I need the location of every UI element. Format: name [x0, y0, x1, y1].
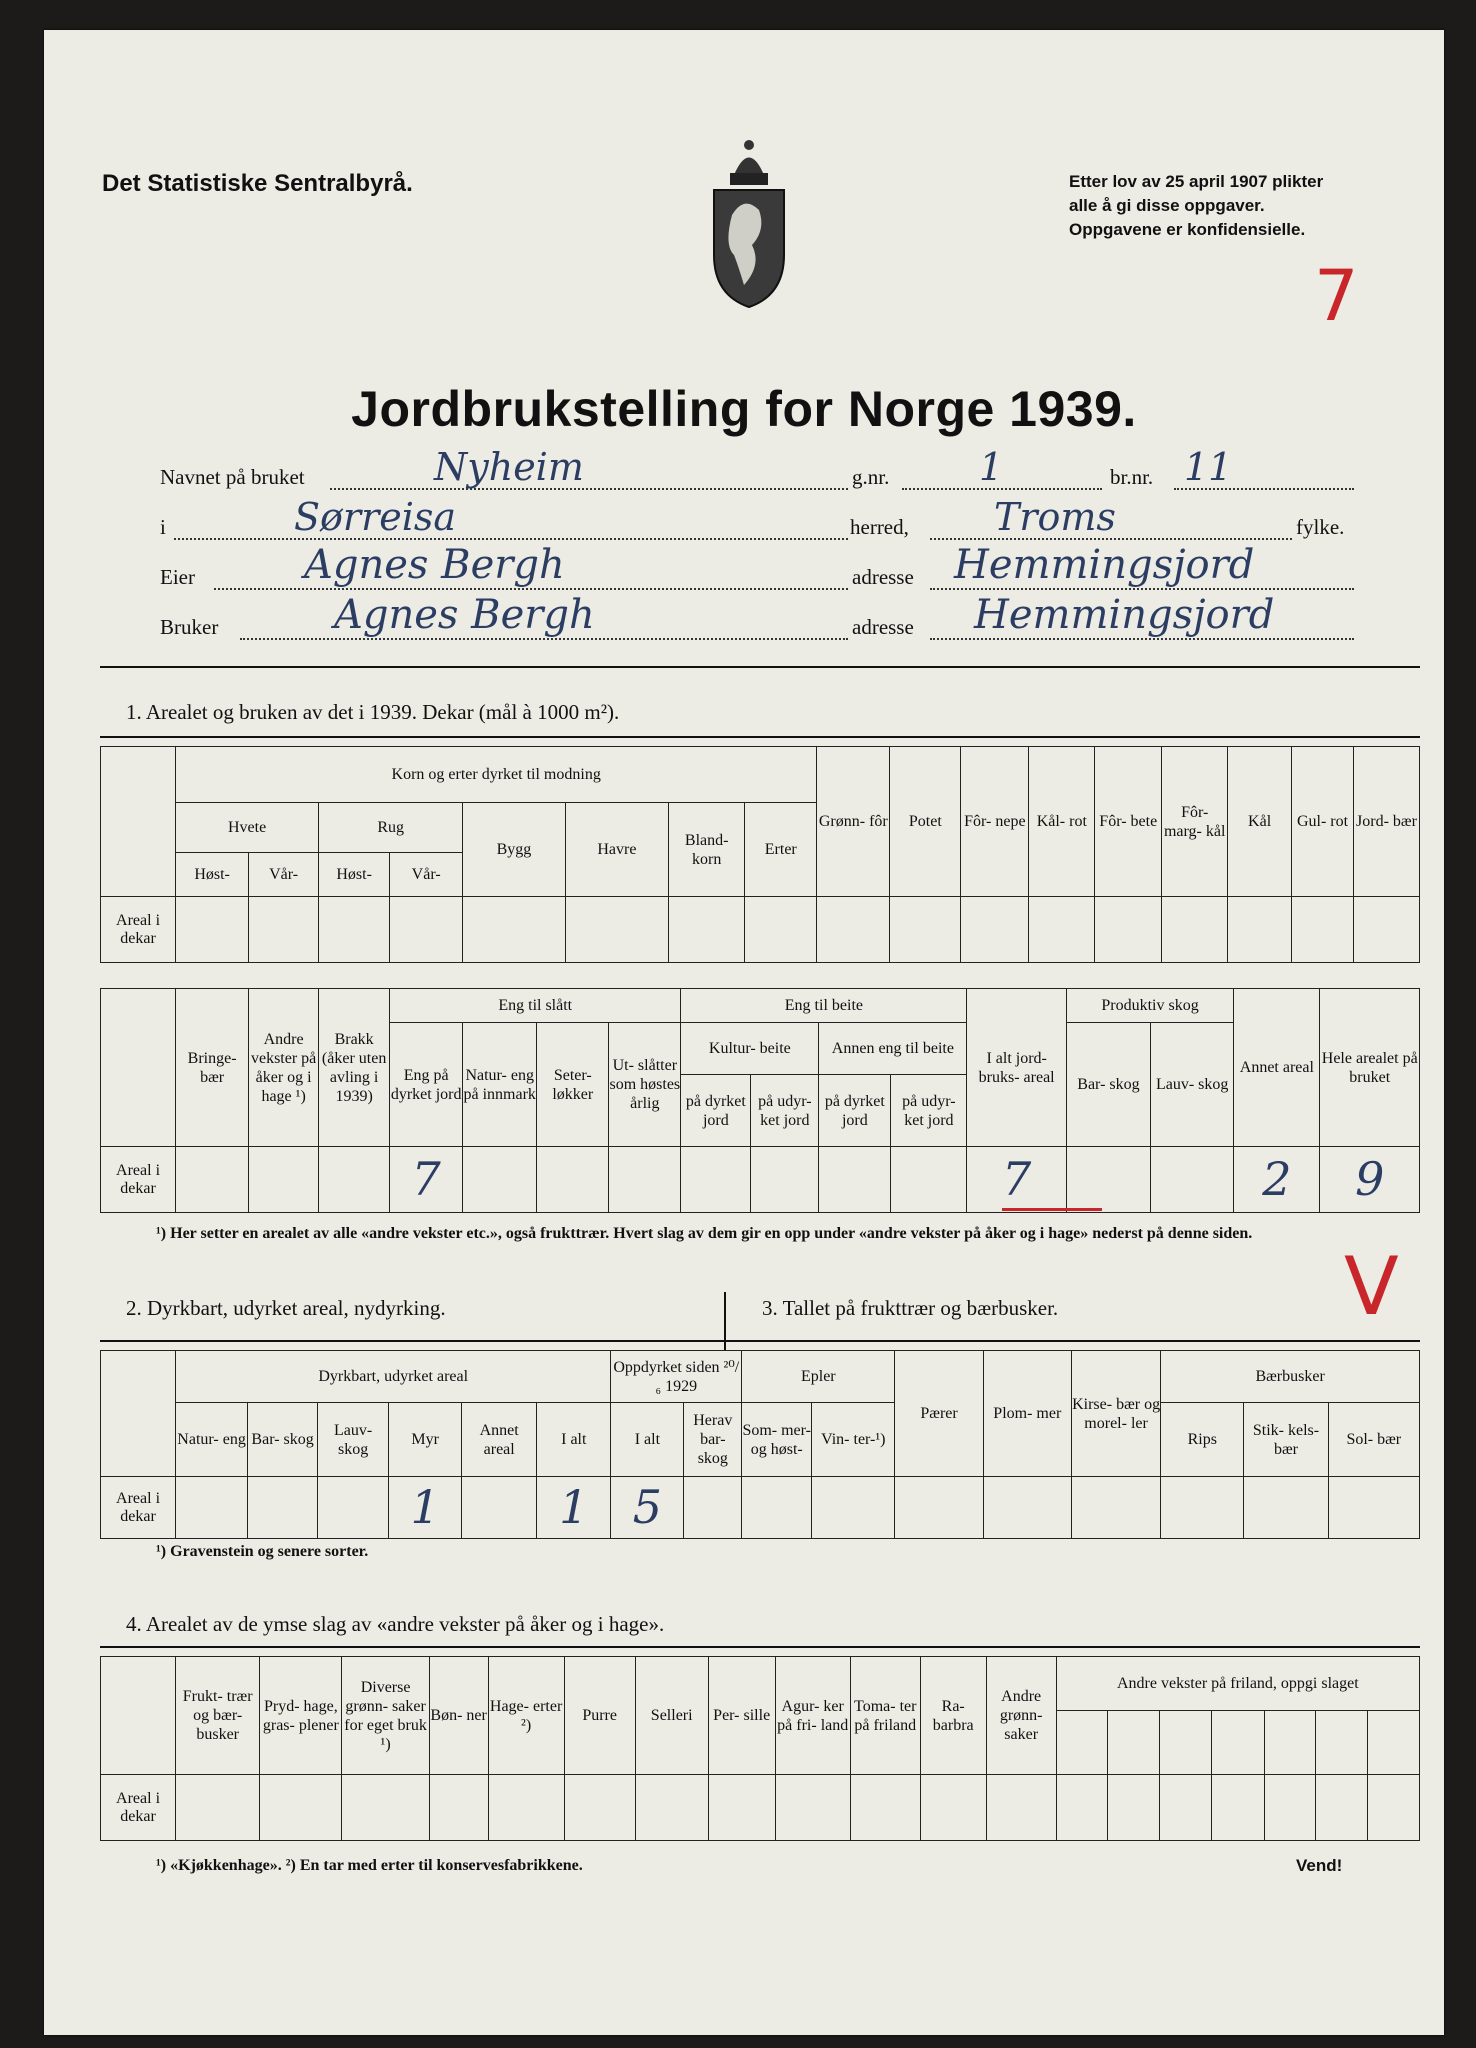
cell[interactable] — [176, 1147, 249, 1213]
farm-name-value: Nyheim — [434, 445, 584, 489]
cell[interactable] — [564, 1775, 635, 1841]
col-natureng: Natur- eng — [176, 1403, 248, 1477]
col-selleri: Selleri — [635, 1657, 708, 1775]
cell[interactable] — [751, 1147, 819, 1213]
cell[interactable] — [895, 1477, 983, 1539]
col-solbaer: Sol- bær — [1328, 1403, 1419, 1477]
col-lauvskog: Lauv- skog — [318, 1403, 389, 1477]
cell[interactable] — [1095, 897, 1162, 963]
prod-skog-header: Produktiv skog — [1066, 989, 1233, 1023]
col-frukttraer: Frukt- trær og bær- busker — [176, 1657, 260, 1775]
col-diverse: Diverse grønn- saker for eget bruk ¹) — [342, 1657, 429, 1775]
col-kal: Kål — [1228, 747, 1292, 897]
red-underline — [1002, 1208, 1102, 1211]
hvete-var: Vår- — [249, 853, 319, 897]
cell[interactable] — [1316, 1775, 1368, 1841]
law-line-3: Oppgavene er konfidensielle. — [1069, 220, 1306, 239]
cell[interactable] — [817, 897, 890, 963]
eier-label: Eier — [160, 565, 195, 589]
col-andre-vekster: Andre vekster på åker og i hage ¹) — [249, 989, 319, 1147]
name-label: Navnet på bruket — [160, 465, 305, 489]
vend-label: Vend! — [1296, 1856, 1343, 1875]
cell[interactable] — [1211, 1775, 1264, 1841]
friland-slag-4[interactable] — [1211, 1711, 1264, 1775]
cell[interactable] — [249, 1147, 319, 1213]
col-blandkorn: Bland- korn — [669, 803, 745, 897]
cell[interactable] — [1071, 1477, 1160, 1539]
col-brakk: Brakk (åker uten avling i 1939) — [319, 989, 390, 1147]
col-annet-areal: Annet areal — [1234, 989, 1320, 1147]
eier-line — [214, 588, 848, 590]
annen-pa-dyrket: på dyrket jord — [819, 1075, 891, 1147]
friland-slag-1[interactable] — [1056, 1711, 1108, 1775]
cell[interactable] — [1151, 1147, 1234, 1213]
cell[interactable] — [319, 897, 390, 963]
bruker-adr-value: Hemmingsjord — [974, 592, 1275, 638]
cell[interactable] — [248, 1477, 318, 1539]
section1-title: 1. Arealet og bruken av det i 1939. Dekar (mål à 1000 m²). — [126, 700, 620, 724]
cell[interactable] — [429, 1775, 488, 1841]
col-herav-barskog: Herav bar- skog — [684, 1403, 742, 1477]
col-vinter: Vin- ter-¹) — [812, 1403, 895, 1477]
col-erter: Erter — [745, 803, 817, 897]
cell[interactable] — [318, 1477, 389, 1539]
col-potet: Potet — [890, 747, 961, 897]
col-myr: Myr — [389, 1403, 462, 1477]
col-havre: Havre — [565, 803, 668, 897]
i-label: i — [160, 515, 166, 539]
herred-value: Sørreisa — [294, 495, 457, 539]
value-oppdyrket[interactable]: 5 — [611, 1477, 684, 1539]
cell[interactable] — [1292, 897, 1354, 963]
fylke-label: fylke. — [1296, 515, 1345, 539]
bruker-adr-label: adresse — [852, 615, 914, 639]
friland-slag-7[interactable] — [1368, 1711, 1420, 1775]
section3-title: 3. Tallet på frukttrær og bærbusker. — [762, 1296, 1059, 1320]
law-line-1: Etter lov av 25 april 1907 plikter — [1069, 172, 1324, 191]
col-utslatter: Ut- slåtter som høstes årlig — [609, 1023, 681, 1147]
cell[interactable] — [775, 1775, 850, 1841]
col-tomater: Toma- ter på friland — [850, 1657, 920, 1775]
value-hele-arealet[interactable]: 9 — [1320, 1147, 1420, 1213]
cell[interactable] — [260, 1775, 342, 1841]
cell[interactable] — [249, 897, 319, 963]
cell[interactable] — [669, 897, 745, 963]
cell[interactable] — [1066, 1147, 1150, 1213]
law-line-2: alle å gi disse oppgaver. — [1069, 196, 1265, 215]
bruker-adr-line — [930, 638, 1354, 640]
cell[interactable] — [1108, 1775, 1160, 1841]
col-stikkelsbaer: Stik- kels- bær — [1244, 1403, 1328, 1477]
col-fornepe: Fôr- nepe — [961, 747, 1029, 897]
cell[interactable] — [390, 897, 463, 963]
agency-name: Det Statistiske Sentralbyrå. — [102, 170, 413, 197]
value-myr[interactable]: 1 — [389, 1477, 462, 1539]
cell[interactable] — [819, 1147, 891, 1213]
cell[interactable] — [488, 1775, 564, 1841]
cell[interactable] — [463, 1147, 537, 1213]
cell[interactable] — [983, 1477, 1071, 1539]
cell[interactable] — [961, 897, 1029, 963]
cell[interactable] — [1162, 897, 1228, 963]
cell[interactable] — [684, 1477, 742, 1539]
divider — [100, 1646, 1420, 1648]
col-hele-arealet: Hele arealet på bruket — [1320, 989, 1420, 1147]
section1-table-b — [100, 988, 1420, 1213]
fylke-value: Troms — [994, 495, 1116, 539]
cell[interactable] — [635, 1775, 708, 1841]
cell[interactable] — [176, 1477, 248, 1539]
col-jordbaer: Jord- bær — [1353, 747, 1419, 897]
friland-slag-3[interactable] — [1160, 1711, 1212, 1775]
gnr-value: 1 — [979, 445, 1004, 489]
cell[interactable] — [1244, 1477, 1328, 1539]
col-bringebaer: Bringe- bær — [176, 989, 249, 1147]
brnr-label: br.nr. — [1110, 465, 1154, 489]
cell[interactable] — [609, 1147, 681, 1213]
section4-table — [100, 1656, 1420, 1841]
col-i-alt: I alt — [537, 1403, 611, 1477]
value-i-alt[interactable]: 7 — [967, 1147, 1066, 1213]
col-bygg: Bygg — [463, 803, 565, 897]
gnr-label: g.nr. — [852, 465, 890, 489]
hvete-host: Høst- — [176, 853, 249, 897]
dyrkbart-header: Dyrkbart, udyrket areal — [176, 1351, 611, 1403]
cell[interactable] — [1029, 897, 1095, 963]
friland-header: Andre vekster på friland, oppgi slaget — [1056, 1657, 1419, 1711]
col-hageerter: Hage- erter ²) — [488, 1657, 564, 1775]
section2-footnote: ¹) Gravenstein og senere sorter. — [156, 1543, 369, 1560]
col-kalrot: Kål- rot — [1029, 747, 1095, 897]
col-barskog: Bar- skog — [1066, 1023, 1150, 1147]
section2-title: 2. Dyrkbart, udyrket areal, nydyrking. — [126, 1296, 446, 1320]
section4-title: 4. Arealet av de ymse slag av «andre vekster på åker og i hage». — [126, 1612, 665, 1636]
col-andre-gronnsaker: Andre grønn- saker — [986, 1657, 1056, 1775]
rug-host: Høst- — [319, 853, 390, 897]
cell[interactable] — [850, 1775, 920, 1841]
cell[interactable] — [812, 1477, 895, 1539]
cell[interactable] — [565, 897, 668, 963]
annen-pa-udyrket: på udyr- ket jord — [891, 1075, 967, 1147]
row-label: Areal i dekar — [101, 1147, 176, 1213]
kulturbeite-header: Kultur- beite — [681, 1023, 819, 1075]
section1-footnote: ¹) Her setter en arealet av alle «andre vekster etc.», også frukttrær. Hvert slag av dem gir en opp under «andre vekster på åker og i hage» nederst på denne siden. — [156, 1225, 1253, 1242]
annen-eng-header: Annen eng til beite — [819, 1023, 967, 1075]
eier-value: Agnes Bergh — [304, 542, 565, 588]
cell[interactable] — [1228, 897, 1292, 963]
cell[interactable] — [1056, 1775, 1108, 1841]
form-page — [44, 30, 1444, 2035]
coat-of-arms-icon — [704, 135, 794, 310]
name-line — [330, 488, 848, 490]
hvete-header: Hvete — [176, 803, 319, 853]
col-purre: Purre — [564, 1657, 635, 1775]
cell[interactable] — [890, 897, 961, 963]
col-barskog: Bar- skog — [248, 1403, 318, 1477]
bruker-line — [240, 638, 848, 640]
epler-header: Epler — [742, 1351, 895, 1403]
row-label: Areal i dekar — [101, 1477, 176, 1539]
friland-slag-5[interactable] — [1264, 1711, 1316, 1775]
eier-adr-line — [930, 588, 1354, 590]
cell[interactable] — [681, 1147, 751, 1213]
eng-slatt-header: Eng til slått — [390, 989, 681, 1023]
cell[interactable] — [986, 1775, 1056, 1841]
section1-table-a — [100, 746, 1420, 963]
cell[interactable] — [462, 1477, 537, 1539]
cell[interactable] — [708, 1775, 775, 1841]
cell[interactable] — [1264, 1775, 1316, 1841]
value-i-alt[interactable]: 1 — [537, 1477, 611, 1539]
cell[interactable] — [319, 1147, 390, 1213]
cell[interactable] — [1161, 1477, 1244, 1539]
eier-adr-value: Hemmingsjord — [954, 542, 1255, 588]
cell[interactable] — [742, 1477, 812, 1539]
cell[interactable] — [1328, 1477, 1419, 1539]
col-oppdyrket-i-alt: I alt — [611, 1403, 684, 1477]
friland-slag-2[interactable] — [1108, 1711, 1160, 1775]
col-sommer: Som- mer-og høst- — [742, 1403, 812, 1477]
cell[interactable] — [745, 897, 817, 963]
bruker-value: Agnes Bergh — [334, 592, 595, 638]
col-formargkal: Fôr- marg- kål — [1162, 747, 1228, 897]
eng-beite-header: Eng til beite — [681, 989, 967, 1023]
value-annet-areal[interactable]: 2 — [1234, 1147, 1320, 1213]
col-forbete: Fôr- bete — [1095, 747, 1162, 897]
friland-slag-6[interactable] — [1316, 1711, 1368, 1775]
cell[interactable] — [1353, 897, 1419, 963]
col-agurker: Agur- ker på fri- land — [775, 1657, 850, 1775]
value-eng-dyrket[interactable]: 7 — [390, 1147, 463, 1213]
baerbusker-header: Bærbusker — [1161, 1351, 1420, 1403]
rug-var: Vår- — [390, 853, 463, 897]
col-annet-areal: Annet areal — [462, 1403, 537, 1477]
red-annotation-mid: V — [1344, 1240, 1399, 1333]
col-persille: Per- sille — [708, 1657, 775, 1775]
col-gulrot: Gul- rot — [1292, 747, 1354, 897]
col-natureng: Natur- eng på innmark — [463, 1023, 537, 1147]
rug-header: Rug — [319, 803, 463, 853]
section2-3-table — [100, 1350, 1420, 1539]
eier-adr-label: adresse — [852, 565, 914, 589]
divider — [100, 1340, 1420, 1342]
divider — [100, 736, 1420, 738]
law-notice — [1069, 170, 1323, 242]
page-title: Jordbrukstelling for Norge 1939. — [351, 381, 1137, 437]
divider — [100, 666, 1420, 668]
col-kirsebaer: Kirse- bær og morel- ler — [1071, 1351, 1160, 1477]
col-eng-dyrket: Eng på dyrket jord — [390, 1023, 463, 1147]
herred-line — [174, 538, 848, 540]
col-i-alt: I alt jord- bruks- areal — [967, 989, 1066, 1147]
kultur-pa-udyrket: på udyr- ket jord — [751, 1075, 819, 1147]
col-plommer: Plom- mer — [983, 1351, 1071, 1477]
cell[interactable] — [537, 1147, 609, 1213]
oppdyrket-header: Oppdyrket siden ²⁰/₆ 1929 — [611, 1351, 742, 1403]
row-label: Areal i dekar — [101, 897, 176, 963]
col-paerer: Pærer — [895, 1351, 983, 1477]
cell[interactable] — [920, 1775, 986, 1841]
bruker-label: Bruker — [160, 615, 219, 639]
col-lauvskog: Lauv- skog — [1151, 1023, 1234, 1147]
col-seterlokker: Seter- løkker — [537, 1023, 609, 1147]
cell[interactable] — [463, 897, 565, 963]
cell[interactable] — [1160, 1775, 1212, 1841]
red-annotation-top: 7 — [1314, 255, 1359, 337]
cell[interactable] — [891, 1147, 967, 1213]
col-gronnfor: Grønn- fôr — [817, 747, 890, 897]
col-prydhage: Pryd- hage, gras- plener — [260, 1657, 342, 1775]
cell[interactable] — [176, 897, 249, 963]
col-rabarbra: Ra- barbra — [920, 1657, 986, 1775]
korn-header: Korn og erter dyrket til modning — [176, 747, 817, 803]
col-rips: Rips — [1161, 1403, 1244, 1477]
row-label: Areal i dekar — [101, 1775, 176, 1841]
brnr-value: 11 — [1184, 445, 1233, 489]
cell[interactable] — [176, 1775, 260, 1841]
kultur-pa-dyrket: på dyrket jord — [681, 1075, 751, 1147]
cell[interactable] — [1368, 1775, 1420, 1841]
section4-footnote: ¹) «Kjøkkenhage». ²) En tar med erter til konservesfabrikkene. — [156, 1857, 583, 1874]
col-bonner: Bøn- ner — [429, 1657, 488, 1775]
herred-label: herred, — [850, 515, 909, 539]
cell[interactable] — [342, 1775, 429, 1841]
